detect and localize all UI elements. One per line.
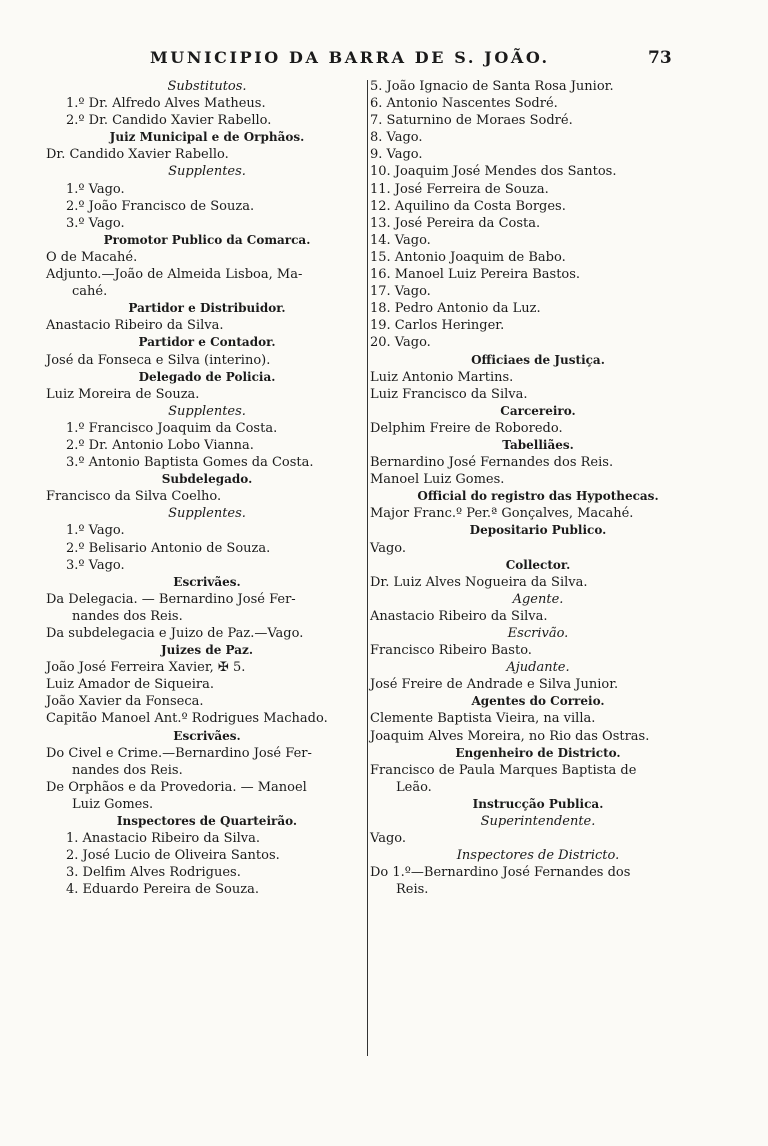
entry-line: Luiz Antonio Martins. [370,369,514,385]
entry-line: Da subdelegacia e Juizo de Paz.—Vago. [46,626,304,641]
entry-line: 6. Antonio Nascentes Sodré. [370,96,558,112]
entry-line: 19. Carlos Heringer. [370,318,505,334]
entry-continuation: Reis. [396,882,429,898]
list-item: 1.º Dr. Alfredo Alves Matheus. [66,96,266,112]
section-heading: Juiz Municipal e de Orphãos. [109,130,305,145]
entry-continuation: Luiz Gomes. [72,796,154,812]
entry-line: 13. José Pereira da Costa. [370,215,541,231]
entry-line: Capitão Manoel Ant.º Rodrigues Machado. [46,711,328,727]
section-heading: Escrivães. [173,574,241,589]
list-item: 2.º Dr. Candido Xavier Rabello. [66,113,272,129]
list-item: 3.º Vago. [66,557,125,573]
entry-line: Delphim Freire de Roboredo. [370,420,563,436]
entry-line: Joaquim Alves Moreira, no Rio das Ostras. [370,728,650,744]
section-heading: Partidor e Distribuidor. [128,301,286,316]
subheading: Ajudante. [506,660,570,676]
subheading: Agente. [512,591,564,607]
entry-line: Da Delegacia. — Bernardino José Fer- [46,591,296,607]
entry-continuation: Leão. [396,779,432,795]
entry-line: 5. João Ignacio de Santa Rosa Junior. [370,79,614,94]
section-heading: Tabelliães. [502,437,574,452]
entry-line: 12. Aquilino da Costa Borges. [370,198,566,214]
entry-line: 10. Joaquim José Mendes dos Santos. [370,164,617,180]
entry-line: 9. Vago. [370,147,423,163]
entry-line: José da Fonseca e Silva (interino). [46,352,271,368]
list-item: 3.º Antonio Baptista Gomes da Costa. [66,455,314,471]
entry-line: Francisco da Silva Coelho. [46,489,222,505]
column-divider [367,80,368,1056]
list-item: 1. Anastacio Ribeiro da Silva. [66,831,261,847]
entry-line: Luiz Francisco da Silva. [370,386,528,402]
subheading: Supplentes. [168,164,246,180]
entry-line: 8. Vago. [370,130,423,146]
section-heading: Engenheiro de Districto. [455,745,621,760]
section-heading: Agentes do Correio. [471,694,605,709]
entry-line: Anastacio Ribeiro da Silva. [370,608,548,624]
entry-line: 14. Vago. [370,232,431,248]
entry-line: 11. José Ferreira de Souza. [370,181,549,197]
left-column [46,78,368,899]
section-heading: Escrivães. [173,728,241,743]
entry-line: Do Civel e Crime.—Bernardino José Fer- [46,745,312,761]
entry-line: Manoel Luiz Gomes. [370,472,505,488]
entry-line: João Xavier da Fonseca. [46,694,204,710]
entry-continuation: nandes dos Reis. [72,762,183,778]
entry-line: Clemente Baptista Vieira, na villa. [370,711,596,727]
entry-line: 16. Manoel Luiz Pereira Bastos. [370,267,581,283]
subheading: Inspectores de Districto. [456,848,620,864]
entry-line: Major Franc.º Per.ª Gonçalves, Macahé. [370,506,634,522]
entry-line: Bernardino José Fernandes dos Reis. [370,455,614,471]
subheading: Substitutos. [167,79,247,94]
entry-line: Anastacio Ribeiro da Silva. [46,318,224,334]
page-header [0,44,768,74]
entry-line: 15. Antonio Joaquim de Babo. [370,249,566,265]
entry-line: João José Ferreira Xavier, ✠ 5. [46,660,246,676]
section-heading: Carcereiro. [500,403,576,418]
entry-line: 18. Pedro Antonio da Luz. [370,301,541,317]
section-heading: Subdelegado. [161,472,253,487]
list-item: 3.º Vago. [66,215,125,231]
entry-continuation: cahé. [72,284,108,300]
list-item: 1.º Vago. [66,181,125,197]
section-heading: Depositario Publico. [469,523,607,538]
list-item: 2.º João Francisco de Souza. [66,198,255,214]
entry-line: Vago. [370,831,406,847]
list-item: 3. Delfim Alves Rodrigues. [66,865,241,881]
entry-line: Dr. Luiz Alves Nogueira da Silva. [370,574,588,590]
list-item: 1.º Francisco Joaquim da Costa. [66,420,278,436]
subheading: Supplentes. [168,403,246,419]
entry-line: Luiz Moreira de Souza. [46,386,200,402]
entry-line: Vago. [370,540,406,556]
entry-line: José Freire de Andrade e Silva Junior. [370,677,619,693]
section-heading: Promotor Publico da Comarca. [103,232,311,247]
section-heading: Collector. [505,557,571,572]
entry-line: Luiz Amador de Siqueira. [46,677,214,693]
section-heading: Juizes de Paz. [160,643,253,658]
section-heading: Official do registro das Hypothecas. [417,489,659,504]
section-heading: Officiaes de Justiça. [471,352,605,367]
entry-line: Do 1.º—Bernardino José Fernandes dos [370,865,631,881]
entry-line: 17. Vago. [370,284,431,300]
running-title: MUNICIPIO DA BARRA DE S. JOÃO. [150,48,550,67]
entry-line: Francisco de Paula Marques Baptista de [370,762,637,778]
entry-continuation: nandes dos Reis. [72,608,183,624]
list-item: 1.º Vago. [66,523,125,539]
section-heading: Delegado de Policia. [138,369,276,384]
entry-line: Francisco Ribeiro Basto. [370,643,532,659]
subheading: Escrivão. [507,626,569,641]
page-number: 73 [648,48,672,68]
entry-line: O de Macahé. [46,249,138,265]
list-item: 2.º Belisario Antonio de Souza. [66,540,271,556]
subheading: Superintendente. [480,814,596,830]
section-heading: Partidor e Contador. [138,335,276,350]
entry-line: Dr. Candido Xavier Rabello. [46,147,229,163]
list-item: 2. José Lucio de Oliveira Santos. [66,848,280,864]
right-column [370,78,706,899]
entry-line: Adjunto.—João de Almeida Lisboa, Ma- [46,267,303,283]
list-item: 2.º Dr. Antonio Lobo Vianna. [66,437,254,453]
subheading: Supplentes. [168,506,246,522]
entry-line: 7. Saturnino de Moraes Sodré. [370,113,573,129]
entry-line: 20. Vago. [370,335,431,351]
section-heading: Inspectores de Quarteirão. [116,814,298,829]
entry-line: De Orphãos e da Provedoria. — Manoel [46,779,307,795]
section-heading: Instrucção Publica. [472,796,604,811]
list-item: 4. Eduardo Pereira de Souza. [66,882,259,898]
